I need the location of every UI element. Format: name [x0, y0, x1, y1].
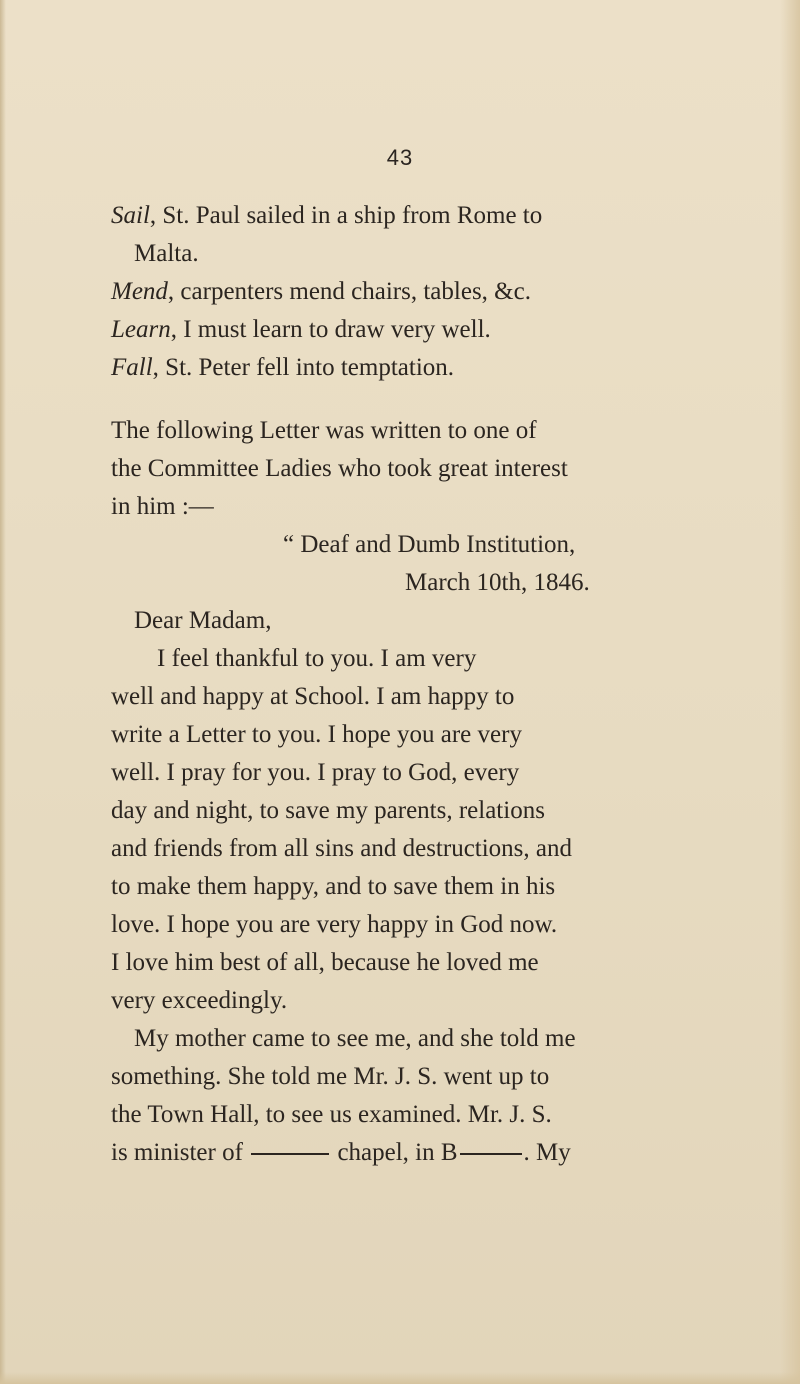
verb-word: Mend [111, 278, 168, 305]
verb-word: Learn [111, 316, 171, 343]
verb-example-fall [111, 355, 454, 380]
verb-sentence: , St. Paul sailed in a ship from Rome to [149, 202, 543, 229]
page-right-edge [780, 0, 800, 1384]
letter-body-line: well and happy at School. I am happy to [111, 683, 515, 710]
last-line-part: is minister of [111, 1139, 243, 1166]
verb-word: Sail [111, 202, 150, 229]
letter-body-line: love. I hope you are very happy in God now. [111, 911, 558, 938]
intro-line: The following Letter was written to one of [111, 417, 537, 444]
verb-example-learn [111, 317, 491, 342]
letter-body-line: well. I pray for you. I pray to God, every [111, 759, 520, 786]
letter-body-line: something. She told me Mr. J. S. went up to [111, 1063, 550, 1090]
page-number: 43 [386, 145, 414, 170]
verb-example-continuation: Malta. [134, 240, 199, 267]
letter-body-line: day and night, to save my parents, relations [111, 797, 545, 824]
verb-sentence: , St. Peter fell into temptation. [152, 354, 455, 381]
letter-body-line: write a Letter to you. I hope you are very [111, 721, 522, 748]
letter-heading-date: March 10th, 1846. [405, 569, 590, 596]
letter-body-line: My mother came to see me, and she told me [134, 1025, 576, 1052]
last-line-part: . My [523, 1139, 571, 1166]
letter-body-line: and friends from all sins and destructions, and [111, 835, 573, 862]
verb-word: Fall [111, 354, 153, 381]
letter-body-last-line [111, 1140, 571, 1165]
verb-sentence: , I must learn to draw very well. [170, 316, 491, 343]
letter-body-line: I love him best of all, because he loved me [111, 949, 539, 976]
letter-heading-institution: “ Deaf and Dumb Institution, [283, 531, 576, 558]
page-bottom-edge [0, 1372, 800, 1384]
verb-sentence: , carpenters mend chairs, tables, &c. [167, 278, 531, 305]
letter-salutation: Dear Madam, [134, 607, 272, 634]
letter-body-line: very exceedingly. [111, 987, 288, 1014]
letter-body-line: the Town Hall, to see us examined. Mr. J. S. [111, 1101, 552, 1128]
redaction-dash [251, 1153, 329, 1155]
last-line-part: chapel, in B [337, 1139, 458, 1166]
redaction-dash [460, 1153, 522, 1155]
letter-body-line: to make them happy, and to save them in his [111, 873, 556, 900]
verb-example-mend [111, 279, 531, 304]
intro-line: the Committee Ladies who took great interest [111, 455, 568, 482]
verb-example-sail [111, 203, 542, 228]
intro-line: in him :— [111, 493, 214, 520]
letter-body-line: I feel thankful to you. I am very [157, 645, 477, 672]
page-left-edge [0, 0, 6, 1384]
